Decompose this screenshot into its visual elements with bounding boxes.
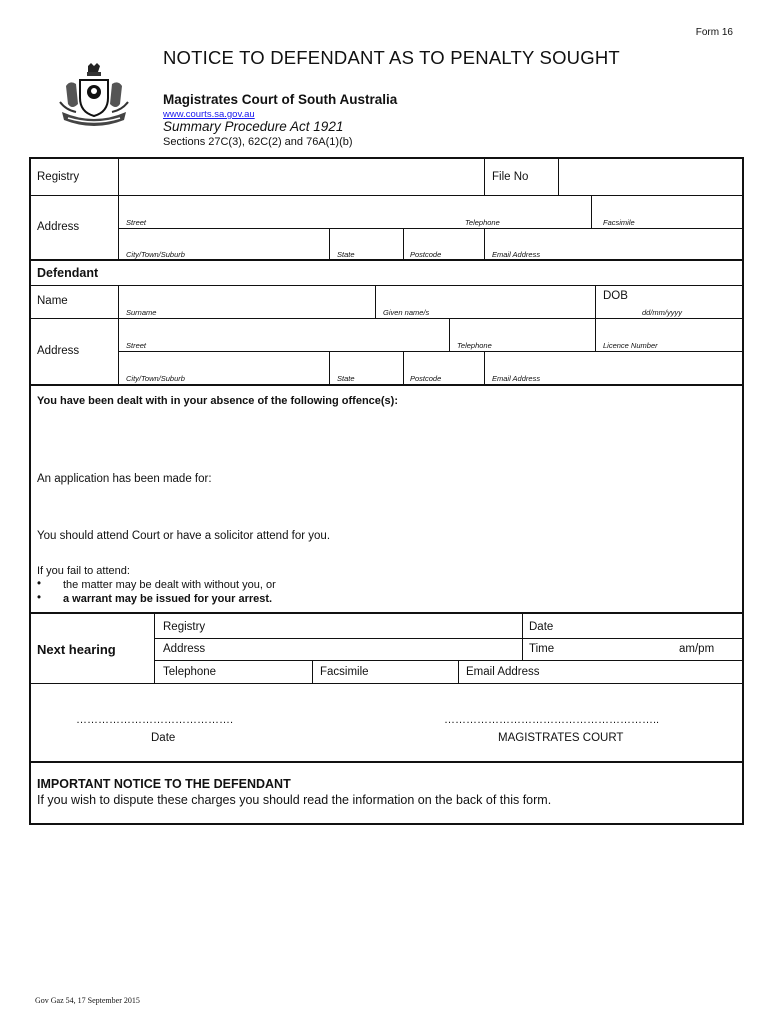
hearing-date-label: Date bbox=[529, 621, 554, 633]
street-hint: Street bbox=[126, 218, 147, 227]
divider bbox=[154, 638, 742, 639]
gazette-reference: Gov Gaz 54, 17 September 2015 bbox=[35, 996, 140, 1005]
divider bbox=[329, 351, 330, 385]
form-title: NOTICE TO DEFENDANT AS TO PENALTY SOUGHT bbox=[163, 47, 620, 68]
divider bbox=[154, 660, 742, 661]
divider bbox=[118, 228, 742, 229]
divider bbox=[522, 614, 523, 660]
absence-statement: You have been dealt with in your absence of the following offence(s): bbox=[37, 395, 399, 407]
bullet-item-2: a warrant may be issued for your arrest. bbox=[63, 593, 273, 605]
registry-label: Registry bbox=[37, 171, 80, 183]
hearing-facsimile-label: Facsimile bbox=[320, 666, 369, 678]
registry-field[interactable] bbox=[120, 160, 482, 194]
file-no-field[interactable] bbox=[560, 160, 740, 194]
licence-hint: Licence Number bbox=[603, 341, 658, 350]
act-sections: Sections 27C(3), 62C(2) and 76A(1)(b) bbox=[163, 136, 353, 148]
dob-format-hint: dd/mm/yyyy bbox=[642, 308, 683, 317]
divider bbox=[31, 761, 742, 763]
hearing-telephone-label: Telephone bbox=[163, 666, 217, 678]
telephone-hint: Telephone bbox=[457, 341, 492, 350]
postcode-hint: Postcode bbox=[410, 374, 442, 383]
street-hint: Street bbox=[126, 341, 147, 350]
divider bbox=[591, 195, 592, 228]
divider bbox=[31, 612, 742, 614]
dob-label: DOB bbox=[603, 290, 628, 302]
divider bbox=[458, 660, 459, 684]
divider bbox=[484, 351, 485, 385]
hearing-time-label: Time bbox=[529, 643, 555, 655]
signature-date-label: Date bbox=[151, 732, 176, 744]
court-website-link[interactable]: www.courts.sa.gov.au bbox=[163, 109, 255, 120]
divider bbox=[31, 318, 742, 319]
divider bbox=[329, 228, 330, 260]
coat-of-arms-logo bbox=[58, 62, 130, 132]
city-hint: City/Town/Suburb bbox=[126, 250, 185, 259]
divider bbox=[595, 318, 596, 351]
important-notice-heading: IMPORTANT NOTICE TO THE DEFENDANT bbox=[37, 777, 291, 791]
defendant-address-label: Address bbox=[37, 345, 80, 357]
divider bbox=[312, 660, 313, 684]
divider bbox=[154, 614, 155, 684]
divider bbox=[558, 159, 559, 195]
divider bbox=[484, 159, 485, 195]
telephone-hint: Telephone bbox=[465, 218, 500, 227]
divider bbox=[31, 384, 742, 386]
divider bbox=[31, 285, 742, 286]
hearing-registry-label: Registry bbox=[163, 621, 206, 633]
divider bbox=[595, 285, 596, 318]
email-hint: Email Address bbox=[492, 374, 541, 383]
divider bbox=[449, 318, 450, 351]
email-hint: Email Address bbox=[492, 250, 541, 259]
divider bbox=[31, 683, 742, 684]
surname-hint: Surname bbox=[126, 308, 157, 317]
divider bbox=[118, 351, 742, 352]
hearing-email-label: Email Address bbox=[466, 666, 540, 678]
signature-court-label: MAGISTRATES COURT bbox=[498, 732, 624, 744]
application-statement: An application has been made for: bbox=[37, 473, 212, 485]
divider bbox=[375, 285, 376, 318]
court-name: Magistrates Court of South Australia bbox=[163, 92, 398, 107]
divider bbox=[118, 159, 119, 260]
bullet-icon: • bbox=[37, 578, 42, 590]
divider bbox=[31, 195, 742, 196]
divider bbox=[31, 259, 742, 261]
next-hearing-heading: Next hearing bbox=[37, 642, 116, 657]
bullet-icon: • bbox=[37, 592, 42, 604]
act-name: Summary Procedure Act 1921 bbox=[163, 119, 344, 134]
given-names-hint: Given name/s bbox=[383, 308, 430, 317]
defendant-heading: Defendant bbox=[37, 266, 99, 280]
postcode-hint: Postcode bbox=[410, 250, 442, 259]
fail-statement: If you fail to attend: bbox=[37, 565, 130, 577]
important-notice-text: If you wish to dispute these charges you should read the information on the back of this form. bbox=[37, 793, 552, 807]
state-hint: State bbox=[337, 250, 355, 259]
state-hint: State bbox=[337, 374, 355, 383]
form-number: Form 16 bbox=[695, 27, 733, 38]
divider bbox=[118, 285, 119, 385]
attend-statement: You should attend Court or have a solicitor attend for you. bbox=[37, 530, 331, 542]
facsimile-hint: Facsimile bbox=[603, 218, 635, 227]
city-hint: City/Town/Suburb bbox=[126, 374, 185, 383]
name-label: Name bbox=[37, 295, 68, 307]
hearing-address-label: Address bbox=[163, 643, 206, 655]
ampm-label: am/pm bbox=[679, 643, 715, 655]
court-signature-line: ………………………………………………….. bbox=[444, 714, 660, 726]
divider bbox=[484, 228, 485, 260]
divider bbox=[403, 228, 404, 260]
file-no-label: File No bbox=[492, 171, 529, 183]
date-signature-line: ……………………………………. bbox=[76, 714, 234, 726]
address-label: Address bbox=[37, 221, 80, 233]
divider bbox=[403, 351, 404, 385]
bullet-item-1: the matter may be dealt with without you, or bbox=[63, 579, 276, 591]
